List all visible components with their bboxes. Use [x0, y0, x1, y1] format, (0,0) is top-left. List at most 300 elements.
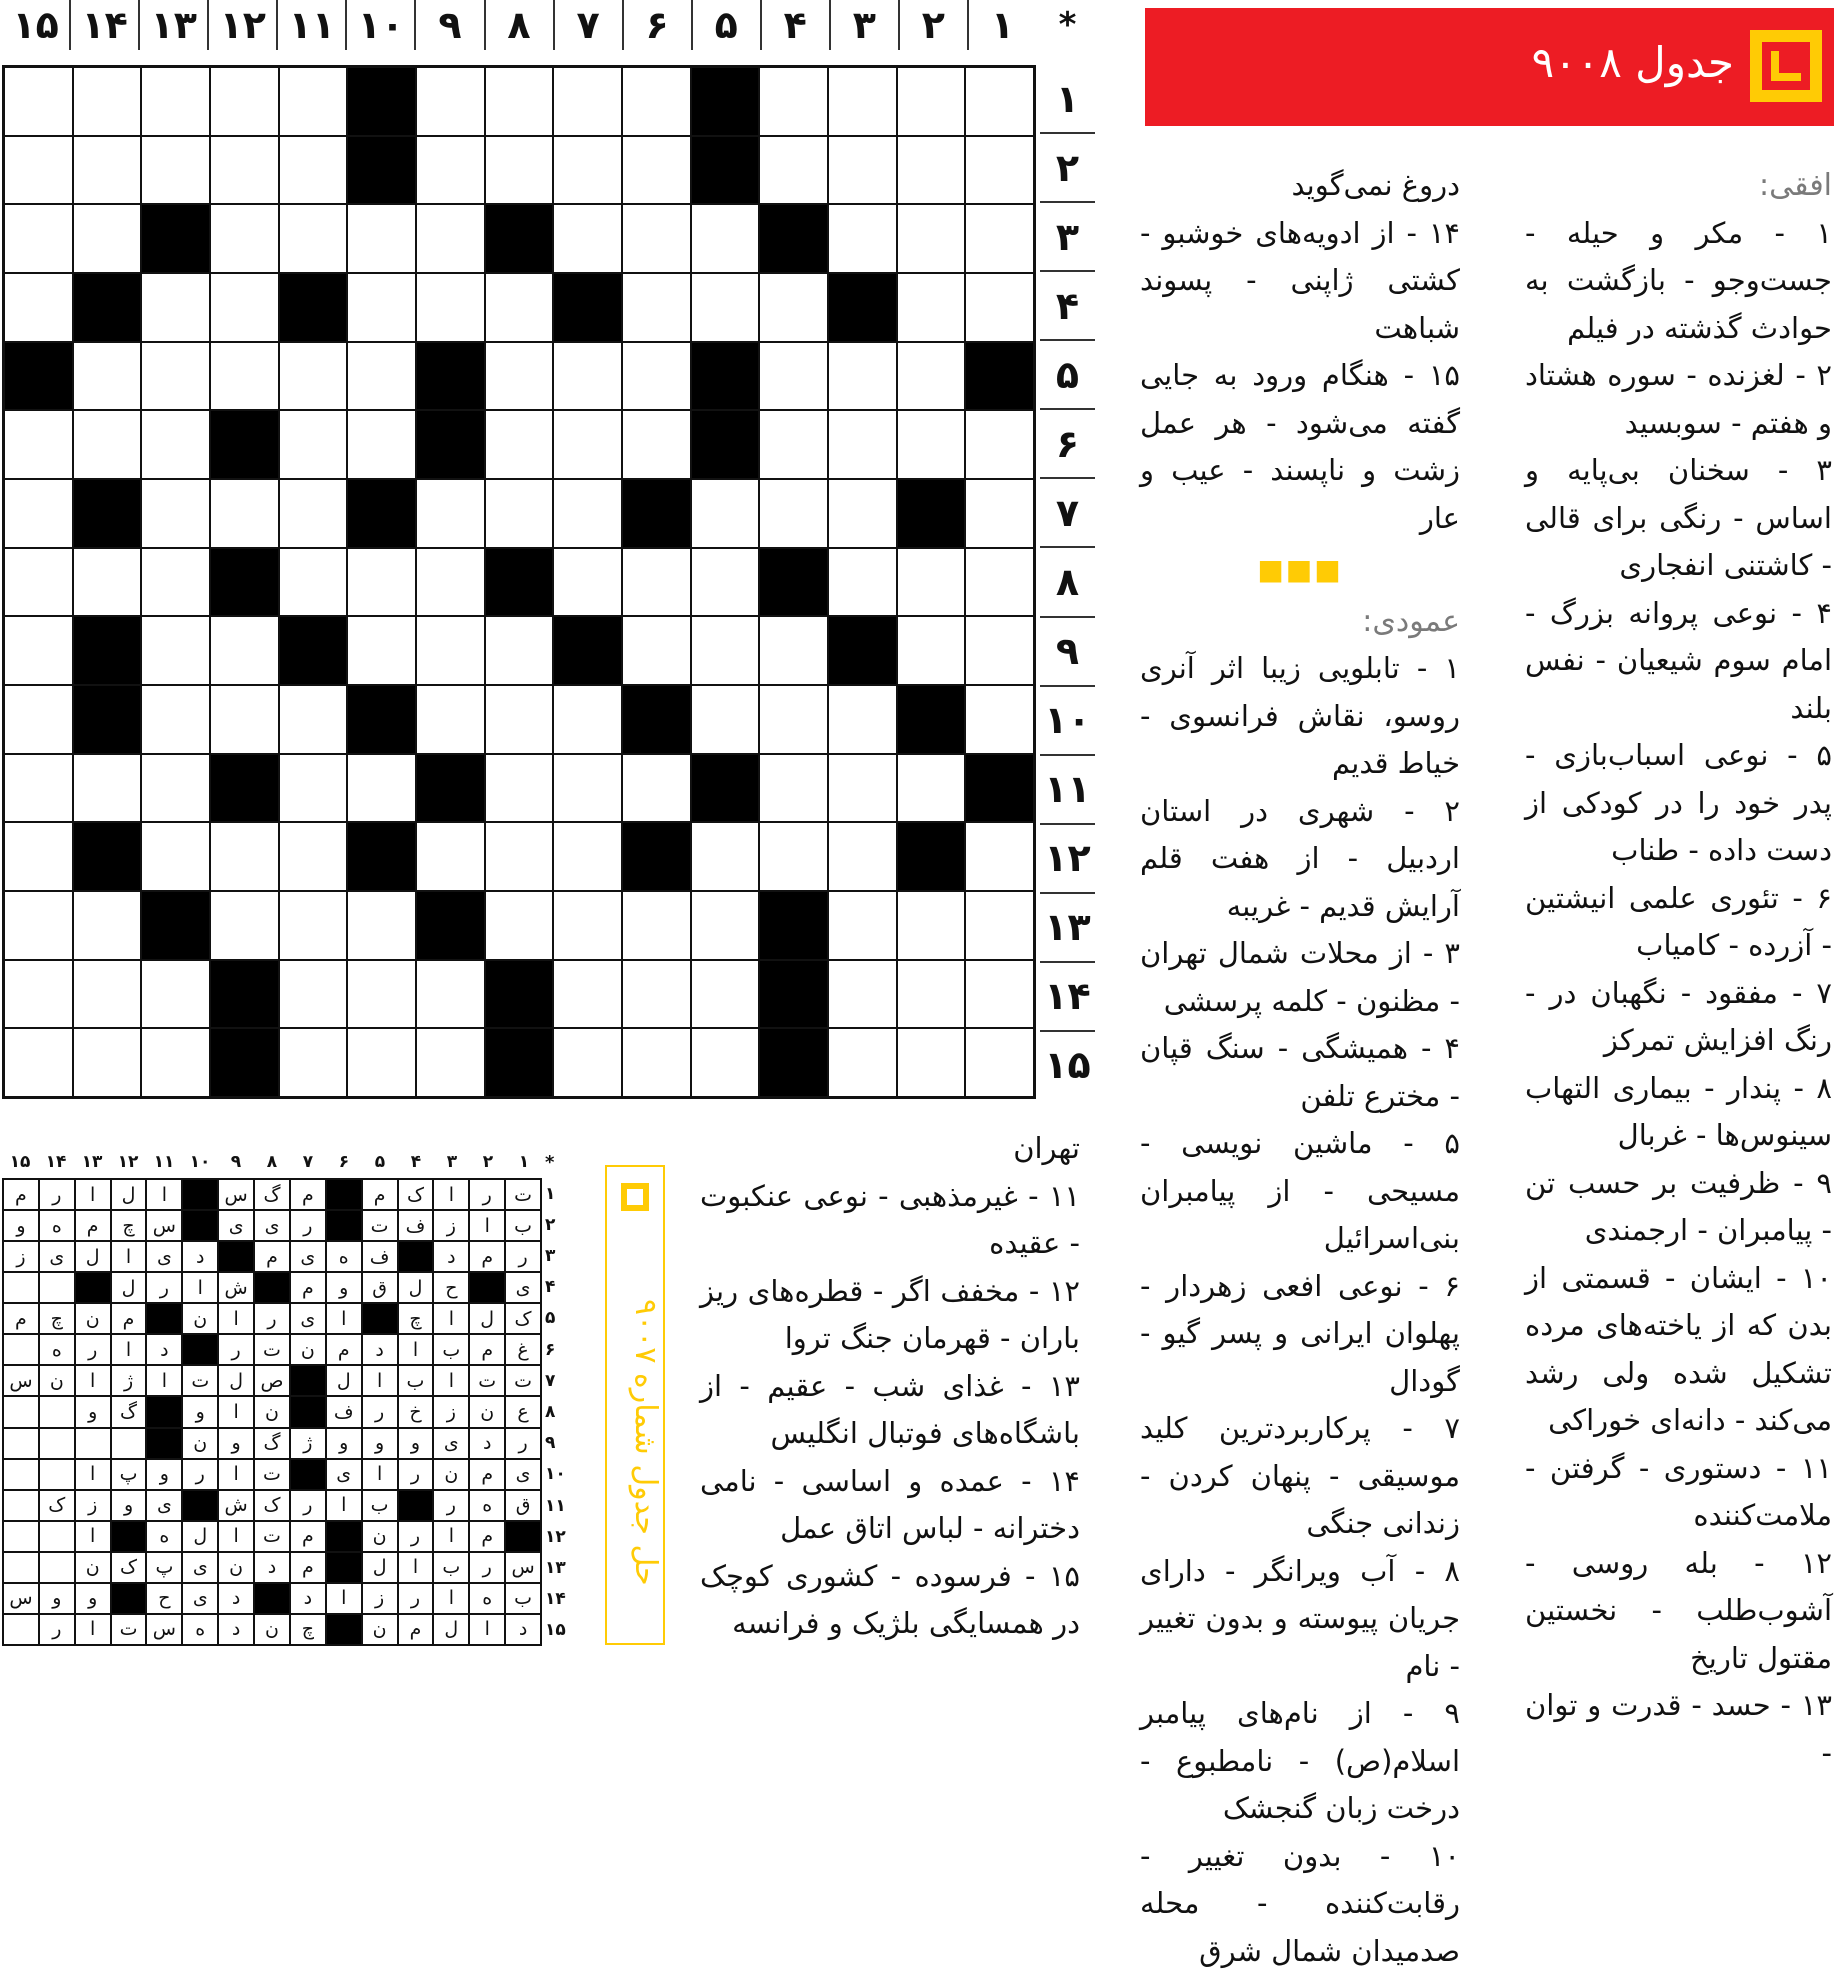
- solution-cell: ا: [218, 1459, 254, 1490]
- grid-cell[interactable]: [73, 548, 142, 617]
- solution-cell: د: [362, 1334, 398, 1365]
- grid-cell[interactable]: [279, 67, 348, 136]
- grid-cell[interactable]: [897, 891, 966, 960]
- solution-cell: ب: [362, 1490, 398, 1521]
- black-cell: [485, 1028, 554, 1097]
- black-cell: [828, 273, 897, 342]
- grid-cell[interactable]: [4, 548, 73, 617]
- grid-cell[interactable]: [897, 548, 966, 617]
- solution-row-number: ۳: [545, 1240, 567, 1271]
- grid-cell[interactable]: [4, 204, 73, 273]
- across-clue: ۱۳ - حسد - قدرت و توان -: [1525, 1682, 1832, 1777]
- grid-cell[interactable]: [485, 685, 554, 754]
- solution-cell: د: [182, 1241, 218, 1272]
- grid-cell[interactable]: [485, 891, 554, 960]
- grid-cell[interactable]: [691, 616, 760, 685]
- grid-cell[interactable]: [416, 479, 485, 548]
- solution-cell: [3, 1614, 39, 1645]
- row-number: ۱۱: [1040, 756, 1095, 825]
- across-clue: ۹ - ظرفیت بر حسب تن - پیامبران - ارجمندی: [1525, 1160, 1832, 1255]
- grid-cell[interactable]: [897, 754, 966, 823]
- solution-cell: ش: [218, 1490, 254, 1521]
- across-clue: ۴ - نوعی پروانه بزرگ - امام سوم شیعیان - نفس بلند: [1525, 590, 1832, 733]
- across-clue: دروغ نمی‌گوید: [1140, 162, 1460, 210]
- grid-cell[interactable]: [347, 960, 416, 1029]
- grid-cell[interactable]: [759, 685, 828, 754]
- solution-cell: د: [218, 1614, 254, 1645]
- grid-cell[interactable]: [965, 204, 1034, 273]
- solution-cell: ن: [469, 1396, 505, 1427]
- black-cell: [759, 548, 828, 617]
- solution-cell: و: [3, 1210, 39, 1241]
- solution-cell: ی: [254, 1210, 290, 1241]
- grid-cell[interactable]: [897, 960, 966, 1029]
- grid-cell[interactable]: [4, 822, 73, 891]
- grid-cell[interactable]: [141, 616, 210, 685]
- grid-cell[interactable]: [691, 960, 760, 1029]
- solution-cell: ا: [362, 1459, 398, 1490]
- solution-cell: د: [433, 1241, 469, 1272]
- solution-cell: م: [111, 1303, 147, 1334]
- solution-row-number: ۱۳: [545, 1552, 567, 1583]
- grid-cell[interactable]: [622, 136, 691, 205]
- grid-cell[interactable]: [485, 67, 554, 136]
- solution-cell: م: [469, 1241, 505, 1272]
- grid-cell[interactable]: [828, 754, 897, 823]
- solution-black-cell: [290, 1459, 326, 1490]
- black-cell: [210, 548, 279, 617]
- solution-cell: م: [326, 1334, 362, 1365]
- grid-cell[interactable]: [347, 548, 416, 617]
- grid-cell[interactable]: [279, 410, 348, 479]
- grid-cell[interactable]: [141, 67, 210, 136]
- grid-cell[interactable]: [828, 342, 897, 411]
- grid-cell[interactable]: [210, 616, 279, 685]
- solution-cell: [3, 1334, 39, 1365]
- grid-cell[interactable]: [141, 685, 210, 754]
- grid-cell[interactable]: [897, 136, 966, 205]
- grid-cell[interactable]: [828, 1028, 897, 1097]
- grid-cell[interactable]: [622, 616, 691, 685]
- solution-cell: ا: [433, 1365, 469, 1396]
- solution-cell: ر: [39, 1179, 75, 1210]
- grid-cell[interactable]: [4, 891, 73, 960]
- down-clue: ۶ - نوعی افعی زهردار - پهلوان ایرانی و پسر گیو - گودال: [1140, 1263, 1460, 1406]
- solution-row-number: ۵: [545, 1303, 567, 1334]
- grid-cell[interactable]: [828, 67, 897, 136]
- grid-cell[interactable]: [141, 822, 210, 891]
- solution-cell: م: [398, 1614, 434, 1645]
- grid-cell[interactable]: [897, 273, 966, 342]
- solution-cell: پ: [146, 1552, 182, 1583]
- solution-cell: ی: [146, 1490, 182, 1521]
- solution-cell: ن: [290, 1334, 326, 1365]
- grid-cell[interactable]: [897, 204, 966, 273]
- grid-cell[interactable]: [553, 891, 622, 960]
- grid-cell[interactable]: [279, 548, 348, 617]
- grid-cell[interactable]: [485, 410, 554, 479]
- grid-cell[interactable]: [828, 685, 897, 754]
- grid-cell[interactable]: [485, 822, 554, 891]
- row-number: ۹: [1040, 618, 1095, 687]
- grid-cell[interactable]: [965, 960, 1034, 1029]
- grid-cell[interactable]: [622, 754, 691, 823]
- solution-cell: ا: [326, 1303, 362, 1334]
- grid-cell[interactable]: [828, 548, 897, 617]
- solution-cell: ز: [433, 1396, 469, 1427]
- column-number: ۱۴: [69, 0, 138, 50]
- grid-cell[interactable]: [4, 960, 73, 1029]
- grid-cell[interactable]: [4, 685, 73, 754]
- grid-cell[interactable]: [210, 479, 279, 548]
- solution-cell: م: [362, 1179, 398, 1210]
- black-cell: [691, 136, 760, 205]
- grid-cell[interactable]: [691, 822, 760, 891]
- solution-cell: ب: [505, 1583, 541, 1614]
- grid-cell[interactable]: [347, 891, 416, 960]
- solution-black-cell: [326, 1210, 362, 1241]
- grid-cell[interactable]: [965, 67, 1034, 136]
- solution-cell: ی: [505, 1272, 541, 1303]
- grid-cell[interactable]: [828, 822, 897, 891]
- down-clue: ۸ - آب ویرانگر - دارای جریان پیوسته و بدون تغییر - نام: [1140, 1548, 1460, 1691]
- grid-cell[interactable]: [828, 960, 897, 1029]
- grid-cell[interactable]: [828, 410, 897, 479]
- grid-cell[interactable]: [553, 136, 622, 205]
- grid-cell[interactable]: [347, 754, 416, 823]
- grid-cell[interactable]: [279, 479, 348, 548]
- solution-cell: ه: [146, 1521, 182, 1552]
- grid-cell[interactable]: [347, 273, 416, 342]
- grid-cell[interactable]: [73, 410, 142, 479]
- solution-cell: ل: [469, 1303, 505, 1334]
- solution-cell: گ: [254, 1179, 290, 1210]
- down-clue: ۴ - همیشگی - سنگ قپان - مخترع تلفن: [1140, 1025, 1460, 1120]
- solution-cell: ف: [398, 1210, 434, 1241]
- grid-cell[interactable]: [416, 616, 485, 685]
- grid-cell[interactable]: [347, 204, 416, 273]
- grid-cell[interactable]: [691, 891, 760, 960]
- solution-black-cell: [326, 1552, 362, 1583]
- solution-cell: [39, 1272, 75, 1303]
- grid-cell[interactable]: [73, 67, 142, 136]
- black-cell: [897, 685, 966, 754]
- grid-cell[interactable]: [416, 960, 485, 1029]
- solution-cell: ز: [75, 1490, 111, 1521]
- row-number: ۱۵: [1040, 1032, 1095, 1099]
- grid-cell[interactable]: [897, 342, 966, 411]
- grid-cell[interactable]: [553, 685, 622, 754]
- grid-cell[interactable]: [965, 616, 1034, 685]
- black-cell: [416, 891, 485, 960]
- grid-cell[interactable]: [553, 342, 622, 411]
- grid-cell[interactable]: [210, 342, 279, 411]
- solution-cell: ا: [75, 1614, 111, 1645]
- grid-cell[interactable]: [141, 548, 210, 617]
- solution-cell: ن: [362, 1521, 398, 1552]
- grid-cell[interactable]: [210, 67, 279, 136]
- grid-cell[interactable]: [416, 136, 485, 205]
- grid-cell[interactable]: [691, 204, 760, 273]
- column-number: ۱۱: [276, 0, 345, 50]
- grid-cell[interactable]: [485, 479, 554, 548]
- grid-cell[interactable]: [210, 891, 279, 960]
- grid-cell[interactable]: [965, 822, 1034, 891]
- grid-cell[interactable]: [553, 67, 622, 136]
- grid-cell[interactable]: [279, 754, 348, 823]
- grid-cell[interactable]: [141, 410, 210, 479]
- solution-column-number: ۱: [506, 1152, 542, 1176]
- solution-cell: ر: [218, 1334, 254, 1365]
- grid-cell[interactable]: [622, 67, 691, 136]
- solution-black-cell: [398, 1490, 434, 1521]
- solution-cell: ه: [469, 1490, 505, 1521]
- grid-cell[interactable]: [347, 616, 416, 685]
- grid-cell[interactable]: [141, 273, 210, 342]
- grid-cell[interactable]: [347, 342, 416, 411]
- grid-cell[interactable]: [210, 273, 279, 342]
- grid-cell[interactable]: [622, 410, 691, 479]
- solution-column-number: ۷: [290, 1152, 326, 1176]
- across-heading: افقی:: [1525, 162, 1832, 210]
- grid-cell[interactable]: [759, 67, 828, 136]
- grid-cell[interactable]: [279, 342, 348, 411]
- grid-cell[interactable]: [965, 136, 1034, 205]
- solution-cell: م: [254, 1241, 290, 1272]
- solution-cell: ا: [433, 1303, 469, 1334]
- grid-cell[interactable]: [416, 822, 485, 891]
- grid-cell[interactable]: [965, 479, 1034, 548]
- grid-cell[interactable]: [622, 204, 691, 273]
- grid-cell[interactable]: [485, 342, 554, 411]
- grid-cell[interactable]: [759, 342, 828, 411]
- grid-cell[interactable]: [622, 1028, 691, 1097]
- grid-cell[interactable]: [279, 204, 348, 273]
- grid-cell[interactable]: [828, 136, 897, 205]
- grid-cell[interactable]: [4, 67, 73, 136]
- black-cell: [347, 479, 416, 548]
- grid-cell[interactable]: [553, 1028, 622, 1097]
- grid-cell[interactable]: [897, 616, 966, 685]
- grid-cell[interactable]: [622, 273, 691, 342]
- grid-cell[interactable]: [553, 204, 622, 273]
- grid-cell[interactable]: [210, 822, 279, 891]
- solution-cell: م: [290, 1272, 326, 1303]
- black-cell: [141, 204, 210, 273]
- grid-cell[interactable]: [553, 822, 622, 891]
- grid-cell[interactable]: [279, 822, 348, 891]
- puzzle-title: جدول ۹۰۰۸: [1532, 38, 1734, 87]
- solution-column-number: ۱۳: [74, 1152, 110, 1176]
- solution-cell: ژ: [290, 1428, 326, 1459]
- column-number: ۵: [691, 0, 760, 50]
- grid-cell[interactable]: [759, 616, 828, 685]
- solution-cell: ا: [111, 1334, 147, 1365]
- solution-cell: چ: [290, 1614, 326, 1645]
- grid-cell[interactable]: [210, 136, 279, 205]
- grid-cell[interactable]: [965, 548, 1034, 617]
- solution-cell: ا: [75, 1459, 111, 1490]
- grid-cell[interactable]: [416, 548, 485, 617]
- grid-cell[interactable]: [73, 136, 142, 205]
- solution-cell: ی: [290, 1241, 326, 1272]
- grid-cell[interactable]: [553, 410, 622, 479]
- grid-cell[interactable]: [485, 754, 554, 823]
- grid-cell[interactable]: [141, 754, 210, 823]
- solution-cell: م: [469, 1521, 505, 1552]
- grid-cell[interactable]: [553, 960, 622, 1029]
- solution-cell: [3, 1428, 39, 1459]
- row-number: ۱۳: [1040, 894, 1095, 963]
- grid-cell[interactable]: [759, 754, 828, 823]
- grid-cell[interactable]: [141, 479, 210, 548]
- grid-cell[interactable]: [279, 891, 348, 960]
- grid-cell[interactable]: [4, 1028, 73, 1097]
- grid-cell[interactable]: [965, 891, 1034, 960]
- grid-cell[interactable]: [416, 1028, 485, 1097]
- grid-cell[interactable]: [965, 685, 1034, 754]
- solution-cell: ر: [75, 1334, 111, 1365]
- solution-cell: ا: [433, 1521, 469, 1552]
- grid-cell[interactable]: [691, 1028, 760, 1097]
- solution-cell: ه: [326, 1241, 362, 1272]
- grid-cell[interactable]: [553, 548, 622, 617]
- grid-cell[interactable]: [210, 204, 279, 273]
- solution-cell: [3, 1272, 39, 1303]
- grid-cell[interactable]: [73, 960, 142, 1029]
- grid-cell[interactable]: [4, 273, 73, 342]
- grid-cell[interactable]: [73, 891, 142, 960]
- across-clue: ۱ - مکر و حیله - جست‌وجو - بازگشت به حوادث گذشته در فیلم: [1525, 210, 1832, 353]
- solution-cell: س: [218, 1179, 254, 1210]
- grid-cell[interactable]: [485, 136, 554, 205]
- grid-cell[interactable]: [759, 410, 828, 479]
- grid-cell[interactable]: [279, 960, 348, 1029]
- row-number: ۱: [1040, 65, 1095, 134]
- solution-cell: ی: [182, 1552, 218, 1583]
- down-clue: ۱۴ - عمده و اساسی - نامی دخترانه - لباس اتاق عمل: [700, 1458, 1080, 1553]
- black-cell: [279, 273, 348, 342]
- grid-cell[interactable]: [416, 67, 485, 136]
- solution-row-number: ۶: [545, 1334, 567, 1365]
- solution-cell: [3, 1459, 39, 1490]
- grid-cell[interactable]: [4, 754, 73, 823]
- grid-cell[interactable]: [622, 548, 691, 617]
- grid-cell[interactable]: [622, 891, 691, 960]
- grid-cell[interactable]: [828, 891, 897, 960]
- solution-label: حل جدول شماره ۹۰۰۷: [607, 1247, 663, 1637]
- solution-black-cell: [290, 1396, 326, 1427]
- solution-black-cell: [75, 1272, 111, 1303]
- solution-cell: [3, 1490, 39, 1521]
- grid-cell[interactable]: [279, 136, 348, 205]
- black-cell: [553, 273, 622, 342]
- grid-cell[interactable]: [622, 960, 691, 1029]
- grid-cell[interactable]: [347, 410, 416, 479]
- grid-cell[interactable]: [897, 1028, 966, 1097]
- across-clue: ۶ - تئوری علمی انیشتین - آزرده - کامیاب: [1525, 875, 1832, 970]
- grid-cell[interactable]: [73, 204, 142, 273]
- grid-cell[interactable]: [759, 479, 828, 548]
- grid-cell[interactable]: [553, 754, 622, 823]
- grid-cell[interactable]: [828, 204, 897, 273]
- solution-cell: و: [362, 1428, 398, 1459]
- grid-cell[interactable]: [4, 479, 73, 548]
- grid-cell[interactable]: [279, 685, 348, 754]
- grid-cell[interactable]: [759, 822, 828, 891]
- solution-cell: م: [290, 1521, 326, 1552]
- column-number: ۸: [484, 0, 553, 50]
- row-number: ۱۴: [1040, 963, 1095, 1032]
- solution-cell: ا: [469, 1210, 505, 1241]
- grid-cell[interactable]: [691, 479, 760, 548]
- black-cell: [691, 754, 760, 823]
- across-clue: ۳ - سخنان بی‌پایه و اساس - رنگی برای قالی - کاشتنی انفجاری: [1525, 447, 1832, 590]
- solution-cell: ا: [398, 1552, 434, 1583]
- grid-cell[interactable]: [965, 1028, 1034, 1097]
- grid-cell[interactable]: [416, 204, 485, 273]
- solution-cell: و: [398, 1428, 434, 1459]
- grid-cell[interactable]: [759, 273, 828, 342]
- solution-cell: ا: [218, 1396, 254, 1427]
- grid-cell[interactable]: [897, 67, 966, 136]
- row-number: ۷: [1040, 479, 1095, 548]
- grid-cell[interactable]: [141, 136, 210, 205]
- solution-cell: ر: [182, 1459, 218, 1490]
- grid-cell[interactable]: [141, 1028, 210, 1097]
- solution-cell: ا: [218, 1303, 254, 1334]
- grid-cell[interactable]: [347, 1028, 416, 1097]
- grid-cell[interactable]: [210, 685, 279, 754]
- grid-cell[interactable]: [4, 616, 73, 685]
- black-cell: [210, 1028, 279, 1097]
- grid-cell[interactable]: [965, 410, 1034, 479]
- solution-cell: ر: [398, 1459, 434, 1490]
- grid-cell[interactable]: [759, 136, 828, 205]
- solution-black-cell: [398, 1241, 434, 1272]
- grid-cell[interactable]: [73, 342, 142, 411]
- grid-cell[interactable]: [416, 273, 485, 342]
- solution-row-number: ۱۰: [545, 1459, 567, 1490]
- grid-cell[interactable]: [828, 479, 897, 548]
- grid-cell[interactable]: [141, 960, 210, 1029]
- grid-cell[interactable]: [279, 1028, 348, 1097]
- grid-cell[interactable]: [622, 342, 691, 411]
- grid-cell[interactable]: [73, 1028, 142, 1097]
- grid-cell[interactable]: [141, 342, 210, 411]
- black-cell: [4, 342, 73, 411]
- grid-cell[interactable]: [73, 754, 142, 823]
- solution-cell: ص: [254, 1365, 290, 1396]
- grid-cell[interactable]: [553, 479, 622, 548]
- solution-cell: ا: [182, 1272, 218, 1303]
- grid-cell[interactable]: [965, 273, 1034, 342]
- grid-cell[interactable]: [897, 410, 966, 479]
- grid-cell[interactable]: [485, 273, 554, 342]
- grid-cell[interactable]: [4, 410, 73, 479]
- solution-black-cell: [326, 1521, 362, 1552]
- solution-cell: ی: [326, 1459, 362, 1490]
- grid-cell[interactable]: [485, 616, 554, 685]
- grid-cell[interactable]: [416, 685, 485, 754]
- grid-cell[interactable]: [691, 548, 760, 617]
- across-clue: ۱۱ - دستوری - گرفتن - ملامت‌کننده: [1525, 1445, 1832, 1540]
- row-number: ۱۲: [1040, 825, 1095, 894]
- grid-cell[interactable]: [691, 685, 760, 754]
- solution-cell: و: [75, 1583, 111, 1614]
- grid-cell[interactable]: [4, 136, 73, 205]
- grid-cell[interactable]: [691, 273, 760, 342]
